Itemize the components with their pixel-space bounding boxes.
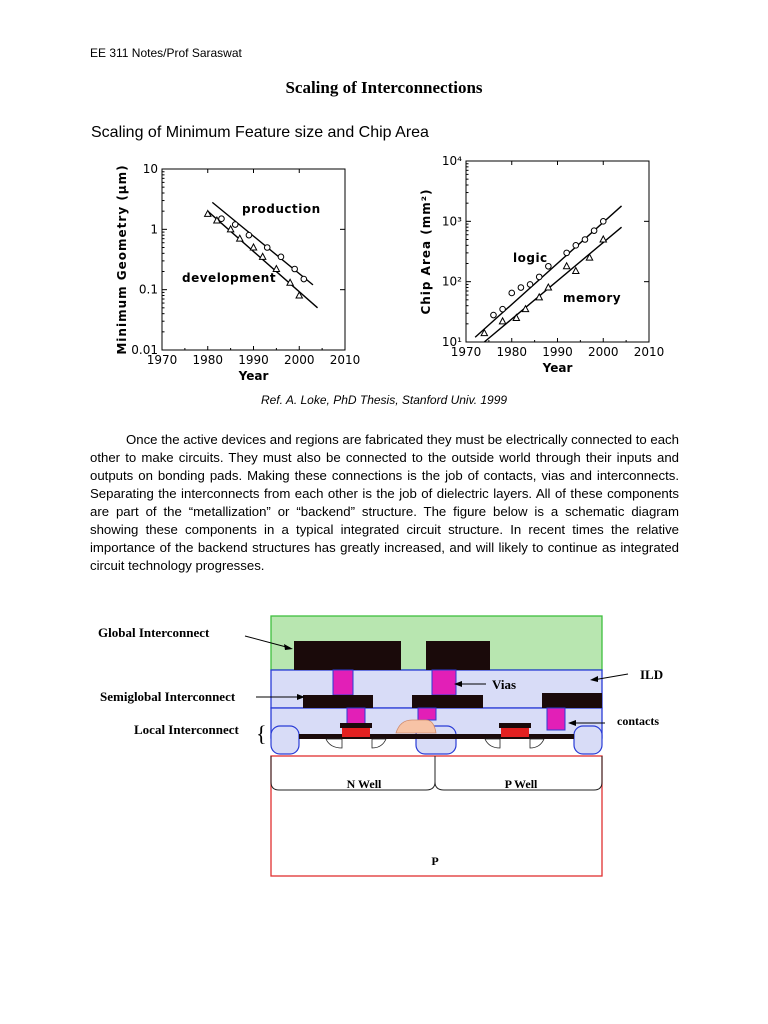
global-metal-right [426, 641, 490, 670]
x-axis-label: Year [542, 361, 573, 375]
page-title: Scaling of Interconnections [285, 78, 483, 97]
data-point [292, 266, 298, 272]
x-tick-label: 2010 [633, 345, 665, 359]
x-tick-label: 1980 [496, 345, 528, 359]
field-oxide-3 [574, 726, 602, 754]
x-tick-label: 1990 [542, 345, 573, 359]
x-tick-label: 2000 [283, 353, 315, 367]
x-tick-label: 1970 [146, 353, 178, 367]
data-point [301, 276, 307, 282]
series-label-development: development [182, 271, 277, 285]
y-tick-label: 10⁴ [441, 154, 462, 168]
data-point [536, 274, 542, 280]
page-header: EE 311 Notes/Prof Saraswat [90, 46, 242, 60]
semiglobal-metal-3 [542, 693, 602, 708]
via-lower-3 [547, 708, 565, 730]
data-point [573, 243, 579, 249]
section-subtitle: Scaling of Minimum Feature size and Chip Area [91, 124, 429, 141]
chip-area-chart [418, 150, 678, 395]
series-label-memory: memory [563, 291, 622, 305]
global-metal-left [294, 641, 401, 670]
data-point [591, 228, 597, 234]
label-pwell: P Well [504, 777, 538, 791]
via-lower-1 [347, 708, 365, 724]
data-point [600, 219, 606, 225]
y-tick-label: 10³ [441, 214, 462, 229]
x-axis-label: Year [238, 369, 269, 383]
y-tick-label: 10 [142, 162, 158, 176]
sd-pmos [485, 739, 544, 748]
label-contacts: contacts [617, 714, 659, 728]
data-point [509, 290, 515, 296]
x-tick-label: 1990 [238, 353, 269, 367]
via-upper-right [432, 670, 456, 695]
interconnect-schematic [90, 608, 680, 885]
data-point [527, 282, 533, 288]
body-paragraph: Once the active devices and regions are fabricated they must be electrically connected to each other to make circuits. They must also be connected to the outside world through their inputs and outputs on bonding pads. Making these connections is the job of contacts, vias and interconnects. Separating the interconnects from each other is the job of dielectric layers. All of these components are part of the “metallization” or “backend” structure. The figure below is a schematic diagram showing these components in a typical integrated circuit structure. In recent times the relative importance of the backend structures has greatly increased, and will likely to continue as integrated circuit technology progresses. [90, 432, 679, 573]
label-local: Local Interconnect [134, 722, 239, 737]
data-point [232, 222, 238, 228]
y-axis-label: Minimum Geometry (µm) [115, 164, 129, 355]
semiglobal-metal-2 [412, 695, 483, 708]
label-vias: Vias [492, 677, 517, 692]
plot-frame [162, 169, 345, 350]
label-global: Global Interconnect [98, 625, 210, 640]
y-tick-label: 0.01 [131, 343, 158, 357]
data-point [500, 306, 506, 312]
via-lower-2 [418, 708, 436, 720]
data-point [264, 245, 270, 251]
data-point [564, 250, 570, 256]
series-label-logic: logic [513, 251, 548, 265]
x-tick-label: 2010 [329, 353, 361, 367]
data-point [518, 285, 524, 291]
label-p: P [431, 854, 439, 868]
via-upper-left [333, 670, 353, 695]
semiglobal-metal-1 [303, 695, 373, 708]
gate-cap-left [340, 723, 372, 728]
x-tick-label: 1980 [192, 353, 224, 367]
x-tick-label: 1970 [450, 345, 482, 359]
label-brace: { [256, 721, 267, 746]
y-tick-label: 0.1 [138, 282, 158, 297]
data-point [246, 232, 252, 238]
gate-left [342, 728, 370, 737]
field-oxide-1 [271, 726, 299, 754]
x-tick-label: 2000 [587, 345, 619, 359]
data-point [582, 237, 588, 243]
feature-size-chart [112, 158, 362, 395]
sd-nmos [326, 739, 386, 748]
local-interconnect-line [299, 734, 574, 739]
data-point [491, 312, 497, 318]
label-ild: ILD [640, 667, 664, 682]
y-tick-label: 10² [441, 274, 462, 289]
y-axis-label: Chip Area (mm²) [419, 188, 433, 315]
series-label-production: production [242, 202, 321, 216]
figure-reference: Ref. A. Loke, PhD Thesis, Stanford Univ. 1999 [260, 393, 508, 407]
y-tick-label: 10¹ [441, 335, 462, 349]
label-nwell: N Well [346, 777, 382, 791]
y-tick-label: 1 [150, 222, 158, 237]
gate-right [501, 728, 529, 737]
gate-cap-right [499, 723, 531, 728]
label-semiglobal: Semiglobal Interconnect [100, 689, 236, 704]
data-point [278, 254, 284, 260]
